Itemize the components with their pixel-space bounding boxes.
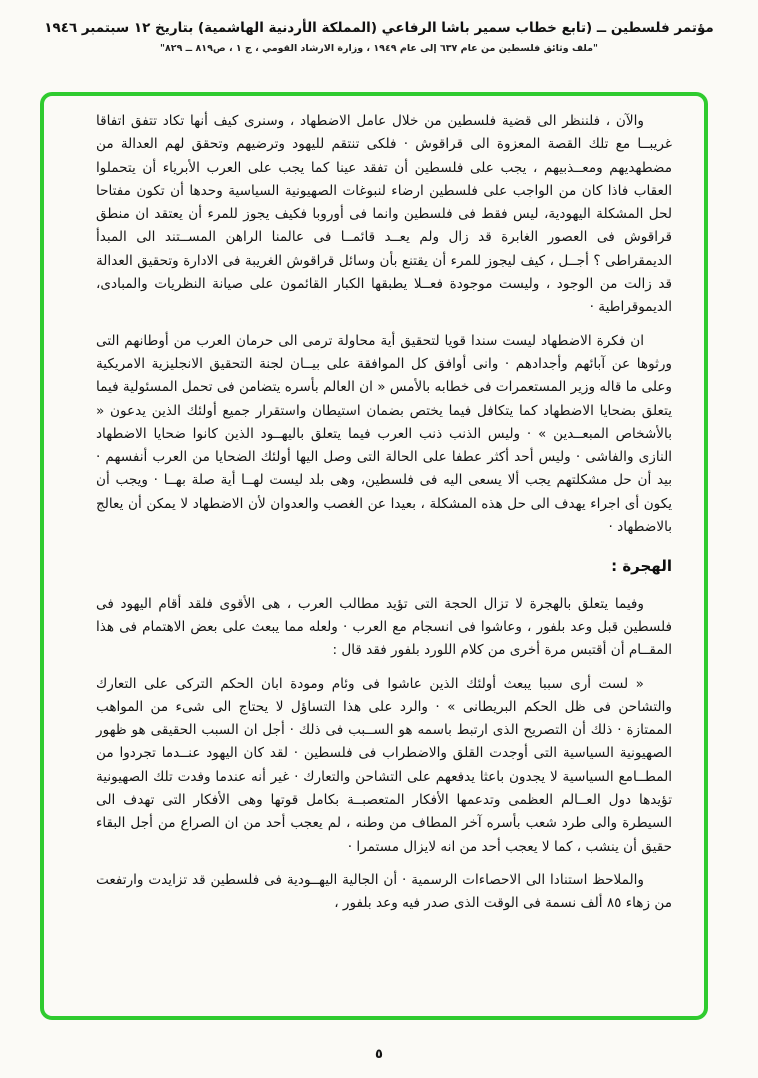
- highlight-border-box: [40, 92, 708, 1020]
- document-body: [44, 96, 704, 1016]
- body-paragraph-3: وفيما يتعلق بالهجرة لا تزال الحجة التى تؤيد مطالب العرب ، هى الأقوى فلقد أقام اليهود فى فلسطين قبل وعد بلفور ، وعاشوا فى انسجام مع العرب · ولعله مما يبعث على بعض الاهتمام فى هذا المقــام أن أقتبس مرة أخرى من كلام اللورد بلفور فقد قال :: [96, 595, 672, 659]
- document-source-line: "ملف وثائق فلسطين من عام ٦٣٧ إلى عام ١٩٤٩ ، وزارة الارشاد القومي ، ج ١ ، ص٨١٩ ــ ٨٢٩": [160, 43, 598, 54]
- body-paragraph-5: والملاحظ استنادا الى الاحصاءات الرسمية · أن الجالية اليهــودية فى فلسطين قد تزايدت وارتفعت من زهاء ٨٥ ألف نسمة فى الوقت الذى صدر فيه وعد بلفور ،: [96, 871, 672, 912]
- body-paragraph-1: والآن ، فلننظر الى قضية فلسطين من خلال عامل الاضطهاد ، وسنرى كيف أنها تكاد تتفق اتفاقا غريبــا مع تلك القصة المعزوة الى قراقوش · فلكى تنتقم لليهود وترضيهم وتحقق لهم العدالة من مضطهديهم ومعــذبيهم ، يجب على فلسطين أن تفقد عينا كما يجب على العرب الأبرياء أن يتحملوا العقاب فاذا كان من الواجب على فلسطين ارضاء لنبوغات الصهيونية السياسية وحدها أن تكون مفتاحا لحل المشكلة اليهودية، ليس فقط فى فلسطين وانما فى أوروبا فكيف يجوز للمرء أن يعتقد ان منطق قراقوش فى العصور الغابرة قد زال ولم يعــد قائمــا فى عالمنا الراهن المســتند الى المبدأ الديمقراطى ؟ أجــل ، كيف ليجوز للمرء أن يقتنع بأن وسائل قراقوش الغريبة فى الادارة وتحقيق العدالة قد زالت من الوجود ، وليست موجودة فعــلا يطبقها الكبار القائمون على صيانة النظريات والمبادى، الديموقراطية ·: [96, 113, 672, 316]
- section-heading-immigration: الهجرة :: [611, 557, 672, 576]
- body-paragraph-4: « لست أرى سببا يبعث أولئك الذين عاشوا فى وئام ومودة ابان الحكم التركى على التعارك والتشاحن فى ظل الحكم البريطانى » · والرد على هذا التساؤل لا يحتاج الى شىء من المواهب الممتازة · ذلك أن التصريح الذى ارتبط باسمه هو الســبب فى ذلك · أجل ان السبب الحقيقى هو ظهور الصهيونية السياسية التى أوجدت القلق والاضطراب فى فلسطين · لقد كان اليهود عنــدما تجردوا من المطــامع السياسية لا يجدون باعثا يدفعهم على التشاحن والتعارك · غير أنه عندما وفدت تلك الصهيونية تؤيدها دول العــالم العظمى وتدعمها الأفكار المتعصبــة بكامل قوتها وهى الأفكار التى تهدف الى السيطرة والى طرد شعب بأسره آخر المطاف من وطنه ، لم يعجب أحد من ان الصراع من أجل البقاء حقيق أن ينشب ، كما لا يعجب أحد من انه لايزال مستمرا ·: [96, 675, 672, 855]
- document-header: [0, 0, 758, 54]
- document-title: مؤتمر فلسطين ــ (تابع خطاب سمير باشا الرفاعي (المملكة الأردنية الهاشمية) بتاريخ ١٢ سبتمبر ١٩٤٦: [44, 20, 714, 36]
- page-number: ٥: [375, 1047, 383, 1062]
- body-paragraph-2: ان فكرة الاضطهاد ليست سندا قويا لتحقيق أية محاولة ترمى الى حرمان العرب من أوطانهم التى ورثوها عن آبائهم وأجدادهم · وانى أوافق كل الموافقة على بيــان لجنة التحقيق الانجليزية الامريكية وعلى ما قاله وزير المستعمرات فى خطابه بالأمس « ان العالم بأسره يتضامن فى تحمل المسئولية فيما يتعلق بضحايا الاضطهاد كما يتكافل فيما يختص بضمان استيطان واستقرار جميع أولئك الذين يدعون « بالأشخاص المبعــدين » · وليس الذنب ذنب العرب فيما يتعلق باليهــود الذين كانوا ضحايا الاضطهاد النازى والفاشى · وليس أحد أكثر عطفا على الحالة التى وصل اليها أولئك الضحايا من العرب أنفسهم · بيد أن حل مشكلتهم يجب ألا يسعى اليه فى فلسطين، وهى بلد ليست لهــا أية صلة بهــا · ويجب أن يكون أى اجراء يهدف الى حل هذه المشكلة ، بعيدا عن الغصب والعدوان لأن الاضطهاد لا يمكن أن يعالج بالاضطهاد ·: [96, 332, 672, 536]
